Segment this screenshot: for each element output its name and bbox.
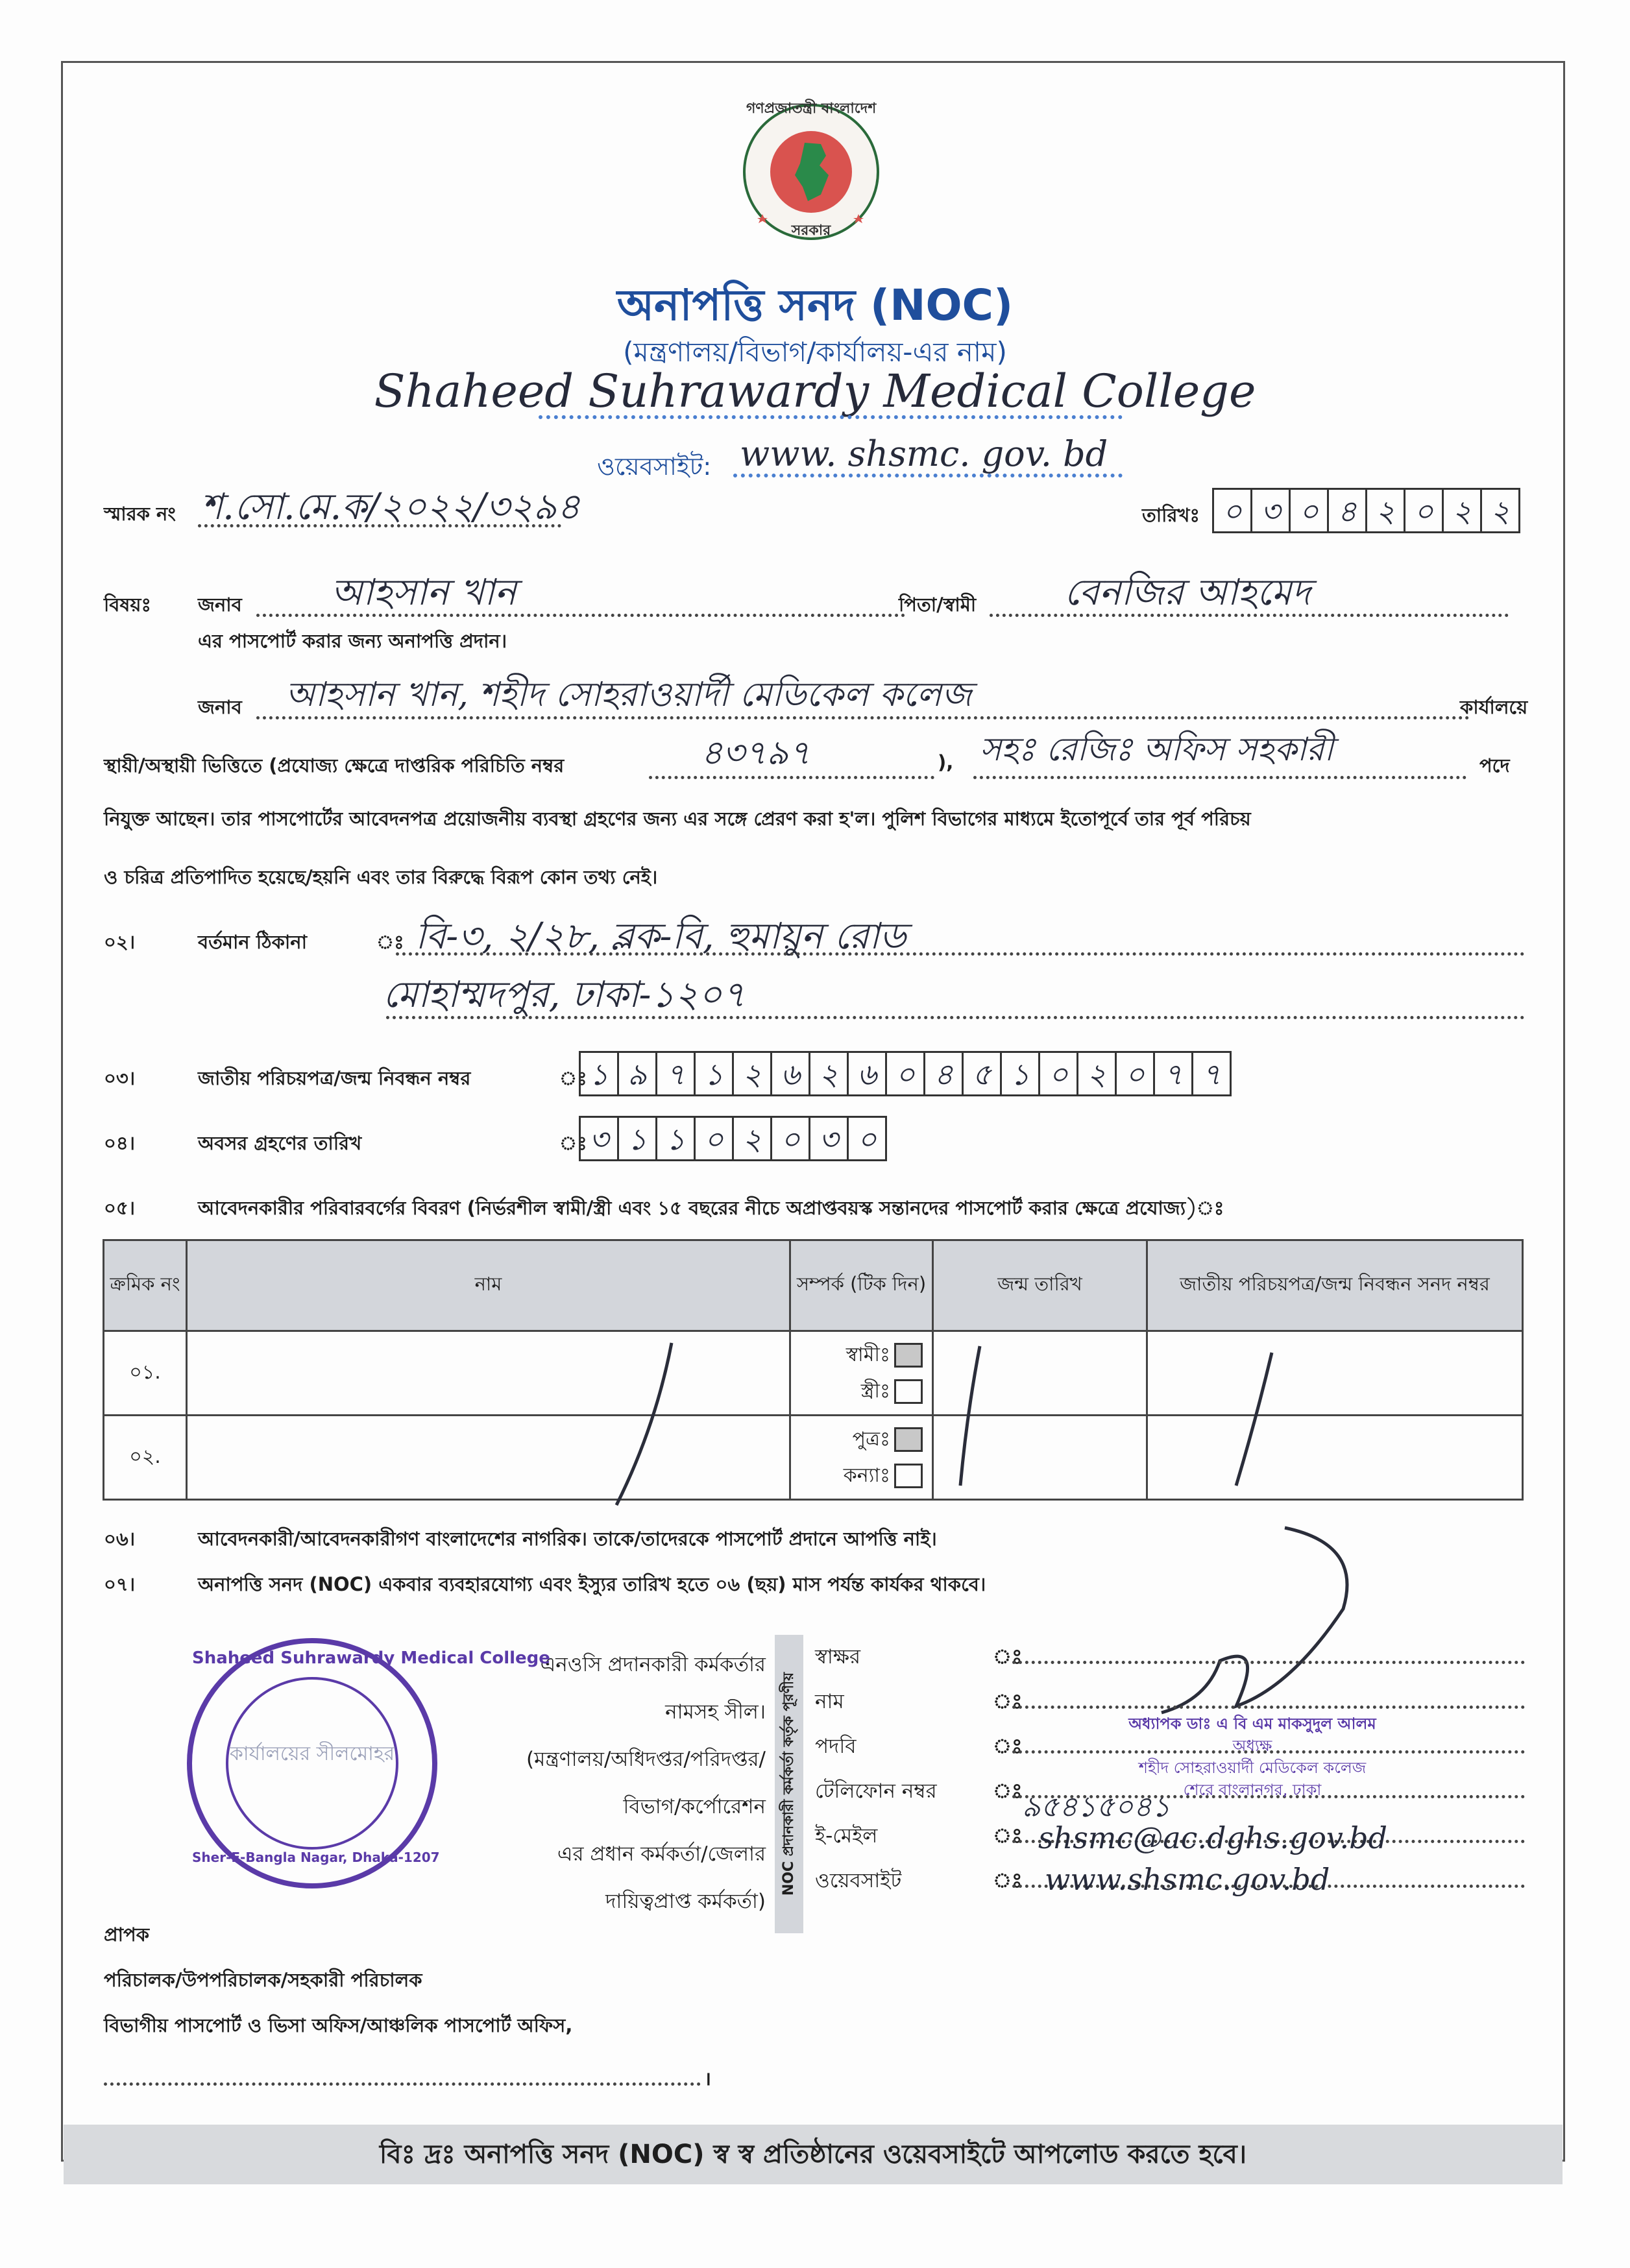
declaration-07: অনাপত্তি সনদ (NOC) একবার ব্যবহারযোগ্য এবং ইস্যুর তারিখ হতে ০৬ (ছয়) মাস পর্যন্ত কার্যকর থাকবে। — [198, 1573, 986, 1595]
col-serial: ক্রমিক নং — [104, 1240, 187, 1331]
item-06-number: ০৬। — [104, 1528, 136, 1550]
row-serial: ০১. — [104, 1331, 187, 1416]
colon: ঃ — [993, 1824, 1023, 1848]
digit-box: ৯ — [619, 1051, 657, 1096]
digit-box: ২ — [734, 1116, 772, 1161]
signature-line — [1012, 1661, 1525, 1664]
signature-stroke — [1162, 1528, 1347, 1713]
digit-box: ২ — [1367, 488, 1405, 533]
seal-line: অধ্যাপক ডাঃ এ বি এম মাকসুদুল আলম — [1128, 1715, 1376, 1733]
digit-box: ০ — [887, 1051, 925, 1096]
digit-box: ০ — [849, 1116, 887, 1161]
address-line2: মোহাম্মদপুর, ঢাকা-১২০৭ — [383, 974, 746, 1016]
issuer-line: এর প্রধান কর্মকর্তা/জেলার — [557, 1842, 766, 1866]
digit-box: ৩ — [1252, 488, 1291, 533]
row-serial: ০২. — [104, 1416, 187, 1500]
digit-box: ২ — [810, 1051, 849, 1096]
footer-note: বিঃ দ্রঃ অনাপত্তি সনদ (NOC) স্ব স্ব প্রতিষ্ঠানের ওয়েবসাইটে আপলোড করতে হবে। — [64, 2125, 1563, 2184]
website-field-value: www.shsmc.gov.bd — [1045, 1862, 1330, 1897]
issuer-line: এনওসি প্রদানকারী কর্মকর্তার — [540, 1653, 766, 1676]
field-website-label: ওয়েবসাইট — [815, 1869, 902, 1892]
issuer-line: বিভাগ/কর্পোরেশন — [623, 1795, 766, 1818]
body-para1: নিযুক্ত আছেন। তার পাসপোর্টের আবেদনপত্র প্রয়োজনীয় ব্যবস্থা গ্রহণের জন্য এর সঙ্গে প্রেরণ করা হ'ল। পুলিশ বিভাগের মাধ্যমে ইতোপূর্বে তার পূর্ব পরিচয় — [104, 808, 1251, 830]
col-nid: জাতীয় পরিচয়পত্র/জন্ম নিবন্ধন সনদ নম্বর — [1147, 1240, 1523, 1331]
digit-box: ৩ — [810, 1116, 849, 1161]
digit-box: ১ — [619, 1116, 657, 1161]
body-name-office: আহসান খান, শহীদ সোহরাওয়ার্দী মেডিকেল কলেজ — [286, 675, 972, 714]
paren-close: ), — [938, 751, 954, 773]
recipient-label: প্রাপক — [104, 1924, 150, 1946]
colon: ঃ — [993, 1645, 1023, 1669]
issuer-field-labels — [815, 1635, 937, 1903]
emblem-top-text: গণপ্রজাতন্ত্রী বাংলাদেশ — [746, 101, 877, 117]
digit-box: ০ — [1117, 1051, 1155, 1096]
issuer-description — [402, 1641, 766, 1925]
issuer-line: (মন্ত্রণালয়/অধিদপ্তর/পরিদপ্তর/ — [526, 1748, 766, 1771]
vertical-label: NOC প্রদানকারী কর্মকর্তা কর্তৃক পূরণীয় — [781, 1672, 797, 1896]
declaration-06: আবেদনকারী/আবেদনকারীগণ বাংলাদেশের নাগরিক। তাকে/তাদেরকে পাসপোর্ট প্রদানে আপত্তি নাই। — [198, 1528, 937, 1550]
field-name-label: নাম — [815, 1690, 844, 1713]
document-title: অনাপত্তি সনদ (NOC) — [616, 280, 1014, 330]
retire-label: অবসর গ্রহণের তারিখ — [198, 1132, 362, 1154]
digit-box: ০ — [1291, 488, 1329, 533]
subject-name: আহসান খান — [331, 572, 517, 614]
seal-line: শেরে বাংলানগর, ঢাকা — [1183, 1781, 1322, 1799]
digit-box: ১ — [696, 1051, 734, 1096]
digit-box: ২ — [1444, 488, 1482, 533]
date-label: তারিখঃ — [1142, 504, 1200, 526]
field-telephone-label: টেলিফোন নম্বর — [815, 1779, 937, 1803]
nid-label: জাতীয় পরিচয়পত্র/জন্ম নিবন্ধন নম্বর — [198, 1067, 471, 1089]
office-name: Shaheed Suhrawardy Medical College — [374, 365, 1256, 418]
address-colon: ঃ — [376, 931, 404, 953]
office-stamp — [187, 1638, 550, 1888]
father-name: বেনজির আহমেদ — [1064, 572, 1311, 614]
recipient-line1: পরিচালক/উপপরিচালক/সহকারী পরিচালক — [104, 1969, 422, 1991]
colon: ঃ — [993, 1779, 1023, 1803]
digit-box: ১ — [657, 1116, 696, 1161]
col-relation: সম্পর্ক (টিক দিন) — [790, 1240, 933, 1331]
field-signature-label: স্বাক্ষর — [815, 1645, 861, 1669]
item-04-number: ০৪। — [104, 1132, 136, 1154]
relation-son-label: পুত্রঃ — [852, 1427, 890, 1451]
retire-colon: ঃ — [559, 1132, 587, 1154]
item-02-number: ০২। — [104, 931, 136, 953]
relation-wife-label: স্ত্রীঃ — [860, 1379, 890, 1403]
official-id: ৪৩৭৯৭ — [701, 734, 810, 773]
subject-label: বিষয়ঃ — [104, 594, 151, 616]
memo-label: স্মারক নং — [104, 503, 176, 525]
digit-box: ৭ — [1193, 1051, 1232, 1096]
stamp-center-text: কার্যালয়ের সীলমোহর — [229, 1743, 395, 1765]
digit-box: ০ — [1405, 488, 1444, 533]
stamp-ring-text: Shaheed Suhrawardy Medical College — [192, 1648, 550, 1668]
recipient-office-line — [104, 2082, 701, 2086]
vertical-label-bar — [775, 1635, 803, 1933]
designation-suffix: পদে — [1479, 754, 1510, 777]
relation-daughter-label: কন্যাঃ — [843, 1464, 890, 1487]
stamp-bottom-text: Sher-E-Bangla Nagar, Dhaka-1207 — [192, 1850, 440, 1865]
website-label: ওয়েবসাইট: — [597, 452, 712, 481]
digit-box: ০ — [696, 1116, 734, 1161]
digit-box: ০ — [772, 1116, 810, 1161]
address-label: বর্তমান ঠিকানা — [198, 931, 308, 953]
digit-box: ২ — [734, 1051, 772, 1096]
seal-line: অধ্যক্ষ — [1232, 1737, 1272, 1755]
seal-line: শহীদ সোহরাওয়ার্দী মেডিকেল কলেজ — [1138, 1759, 1367, 1777]
father-label: পিতা/স্বামী — [899, 594, 977, 616]
family-label: আবেদনকারীর পরিবারবর্গের বিবরণ (নির্ভরশীল স্বামী/স্ত্রী এবং ১৫ বছরের নীচে অপ্রাপ্তবয়স্ক সন্তানদের পাসপোর্ট করার ক্ষেত্রে প্রযোজ্য)ঃ — [198, 1197, 1224, 1219]
item-05-number: ০৫। — [104, 1197, 136, 1219]
digit-box: ৪ — [1329, 488, 1367, 533]
memo-number: শ.সো.মে.ক/২০২২/৩২৯৪ — [201, 486, 581, 528]
digit-box: ১ — [581, 1051, 619, 1096]
website-value: www. shsmc. gov. bd — [740, 433, 1108, 474]
field-email-label: ই-মেইল — [815, 1824, 878, 1848]
item-07-number: ০৭। — [104, 1573, 136, 1595]
emblem-bottom-text: সরকার — [791, 223, 831, 239]
digit-box: ৭ — [1155, 1051, 1193, 1096]
subject-line2: এর পাসপোর্ট করার জন্য অনাপত্তি প্রদান। — [198, 630, 507, 652]
field-designation-label: পদবি — [815, 1735, 857, 1758]
digit-box: ৪ — [925, 1051, 964, 1096]
digit-box: ৩ — [581, 1116, 619, 1161]
issuer-line: নামসহ সীল। — [665, 1700, 766, 1724]
body-janab: জনাব — [198, 696, 242, 718]
body-para2: ও চরিত্র প্রতিপাদিত হয়েছে/হয়নি এবং তার বিরুদ্ধে বিরূপ কোন তথ্য নেই। — [104, 866, 658, 888]
item-03-number: ০৩। — [104, 1067, 136, 1089]
digit-box: ০ — [1040, 1051, 1078, 1096]
nid-colon: ঃ — [559, 1067, 587, 1089]
recipient-line-end: । — [704, 2068, 711, 2090]
document-subtitle: (মন্ত্রণালয়/বিভাগ/কার্যালয়-এর নাম) — [623, 336, 1007, 368]
col-dob: জন্ম তারিখ — [933, 1240, 1147, 1331]
relation-husband-label: স্বামীঃ — [845, 1343, 890, 1366]
recipient-line2: বিভাগীয় পাসপোর্ট ও ভিসা অফিস/আঞ্চলিক পাসপোর্ট অফিস, — [104, 2014, 573, 2036]
name-line — [1012, 1706, 1525, 1709]
colon: ঃ — [993, 1869, 1023, 1892]
designation: সহঃ রেজিঃ অফিস সহকারী — [980, 730, 1333, 768]
issuer-colons — [993, 1635, 1023, 1903]
digit-box: ১ — [1002, 1051, 1040, 1096]
digit-box: ৬ — [849, 1051, 887, 1096]
digit-box: ৬ — [772, 1051, 810, 1096]
email-value: shsmc@ac.dghs.gov.bd — [1038, 1820, 1387, 1855]
digit-box: ২ — [1482, 488, 1520, 533]
address-line1: বি-৩, ২/২৮, ব্লক-বি, হুমায়ুন রোড — [415, 915, 906, 958]
issuer-line: দায়িত্বপ্রাপ্ত কর্মকর্তা) — [605, 1890, 766, 1913]
digit-box: ২ — [1078, 1051, 1117, 1096]
digit-box: ০ — [1214, 488, 1252, 533]
colon: ঃ — [993, 1735, 1023, 1758]
digit-box: ৫ — [964, 1051, 1002, 1096]
office-suffix: কার্যালয়ে — [1460, 696, 1528, 718]
digit-box: ৭ — [657, 1051, 696, 1096]
col-name: নাম — [187, 1240, 790, 1331]
colon: ঃ — [993, 1690, 1023, 1713]
subject-janab: জনাব — [198, 594, 242, 616]
permanency-text: স্থায়ী/অস্থায়ী ভিত্তিতে (প্রযোজ্য ক্ষেত্রে দাপ্তরিক পরিচিতি নম্বর — [104, 754, 565, 777]
telephone-value: ৯৫৪১৫০৪১ — [1022, 1791, 1171, 1824]
